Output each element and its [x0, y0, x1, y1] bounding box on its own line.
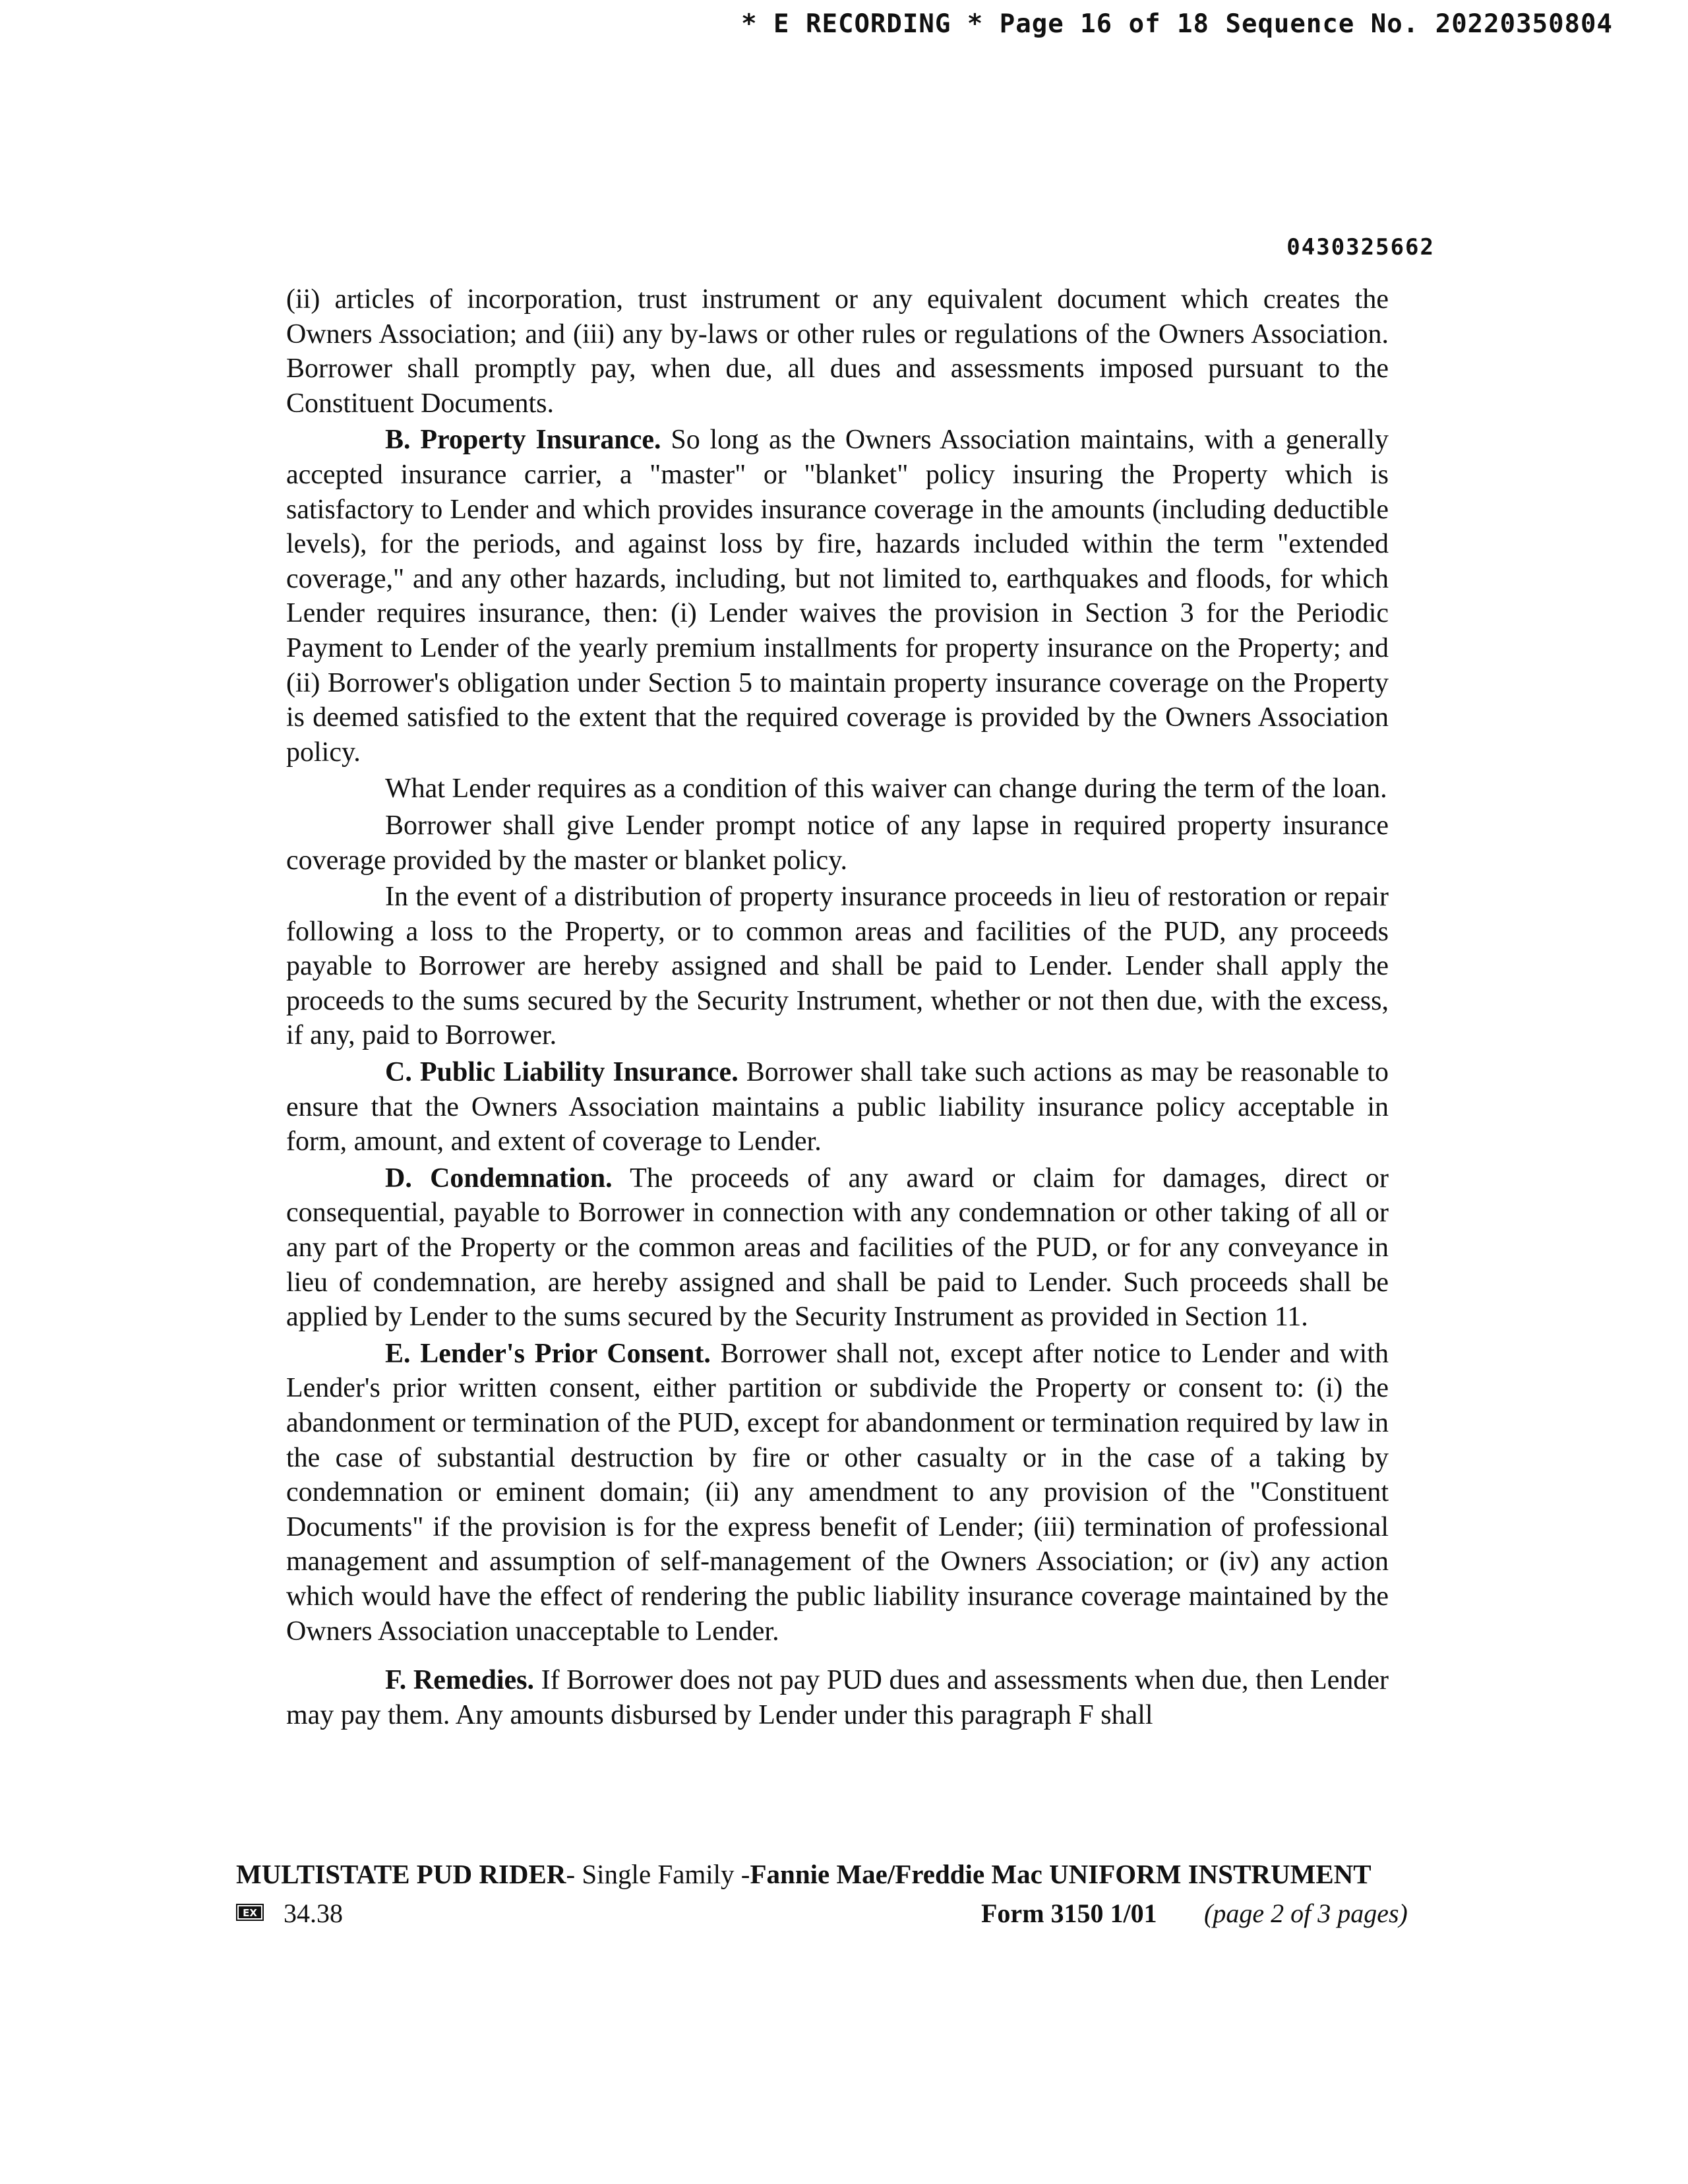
heading-property-insurance: B. Property Insurance. — [385, 425, 661, 456]
form-number: Form 3150 1/01 — [981, 1898, 1157, 1928]
paragraph-waiver: What Lender requires as a condition of this waiver can change during the term of the loan. — [385, 774, 1387, 804]
paragraph-remedies — [286, 1663, 1389, 1732]
footer-form-title — [236, 1858, 1390, 1890]
paragraph-constituent-documents: (ii) articles of incorporation, trust instrument or any equivalent document which creates the Owners Association; and (iii) any by-laws or other rules or regulations of the Owners Association. Borrower shall promptly pay, when due, all dues and assessments imposed pursuant to the Constituent Documents. — [286, 284, 1389, 419]
paragraph-prior-consent — [286, 1337, 1389, 1649]
form-logo-text: EX — [243, 1907, 257, 1919]
paragraph-condemnation — [286, 1161, 1389, 1335]
heading-condemnation: D. Condemnation. — [385, 1163, 613, 1194]
recording-header: * E RECORDING * Page 16 of 18 Sequence No. 20220350804 — [741, 9, 1613, 39]
loan-number: 0430325662 — [1286, 234, 1435, 260]
document-body — [286, 282, 1389, 1734]
heading-prior-consent: E. Lender's Prior Consent. — [385, 1338, 711, 1369]
paragraph-lapse-notice: Borrower shall give Lender prompt notice of any lapse in required property insurance coverage provided by the master or blanket policy. — [286, 810, 1389, 876]
paragraph-proceeds-distribution: In the event of a distribution of property insurance proceeds in lieu of restoration or repair following a loss to the Property, or to common areas and facilities of the PUD, any proceeds payable to Borrower are hereby assigned and shall be paid to Lender. Lender shall apply the proceeds to the sums secured by the Security Instrument, whether or not then due, with the excess, if any, paid to Borrower. — [286, 882, 1389, 1051]
form-code: 34.38 — [284, 1898, 343, 1928]
text-remedies: If Borrower does not pay PUD dues and assessments when due, then Lender may pay them. Any amounts disbursed by Lender under this paragraph F shall — [286, 1665, 1389, 1730]
heading-remedies: F. Remedies. — [385, 1665, 535, 1696]
form-logo-icon — [236, 1904, 264, 1921]
footer-title-single-family: - Single Family - — [566, 1859, 750, 1889]
text-prior-consent: Borrower shall not, except after notice to Lender and with Lender's prior written consent, either partition or subdivide the Property or consent to: (i) the abandonment or termination of the PUD, except for abandonment or termination required by law in the case of substantial destruction by fire or other casualty or in the case of a taking by condemnation or eminent domain; (ii) any amendment to any provision of the "Constituent Documents" if the provision is for the express benefit of Lender; (iii) termination of professional management and assumption of self-management of the Owners Association; or (iv) any action which would have the effect of rendering the public liability insurance coverage maintained by the Owners Association unacceptable to Lender. — [286, 1338, 1389, 1647]
paragraph-public-liability — [286, 1055, 1389, 1159]
text-condemnation: The proceeds of any award or claim for damages, direct or consequential, payable to Borrower in connection with any condemnation or other taking of all or any part of the Property or the common areas and facilities of the PUD, or for any conveyance in lieu of condemnation, are hereby assigned and shall be paid to Lender. Such proceeds shall be applied by Lender to the sums secured by the Security Instrument as provided in Section 11. — [286, 1163, 1389, 1333]
footer-title-rider: MULTISTATE PUD RIDER — [236, 1859, 566, 1889]
heading-public-liability: C. Public Liability Insurance. — [385, 1057, 738, 1088]
footer-form-info — [236, 1898, 1436, 1933]
text-property-insurance: So long as the Owners Association maintains, with a generally accepted insurance carrier, a "master" or "blanket" policy insuring the Property which is satisfactory to Lender and which provides insurance coverage in the amounts (including deductible levels), for the periods, and against loss by fire, hazards included within the term "extended coverage," and any other hazards, including, but not limited to, earthquakes and floods, for which Lender requires insurance, then: (i) Lender waives the provision in Section 3 for the Periodic Payment to Lender of the yearly premium installments for property insurance on the Property; and (ii) Borrower's obligation under Section 5 to maintain property insurance coverage on the Property is deemed satisfied to the extent that the required coverage is provided by the Owners Association policy. — [286, 425, 1389, 768]
paragraph-property-insurance — [286, 423, 1389, 770]
text-public-liability: Borrower shall take such actions as may be reasonable to ensure that the Owners Association maintains a public liability insurance policy acceptable in form, amount, and extent of coverage to Lender. — [286, 1057, 1389, 1157]
footer-title-uniform-instrument: Fannie Mae/Freddie Mac UNIFORM INSTRUMENT — [750, 1859, 1372, 1889]
page-indicator: (page 2 of 3 pages) — [1204, 1898, 1408, 1928]
